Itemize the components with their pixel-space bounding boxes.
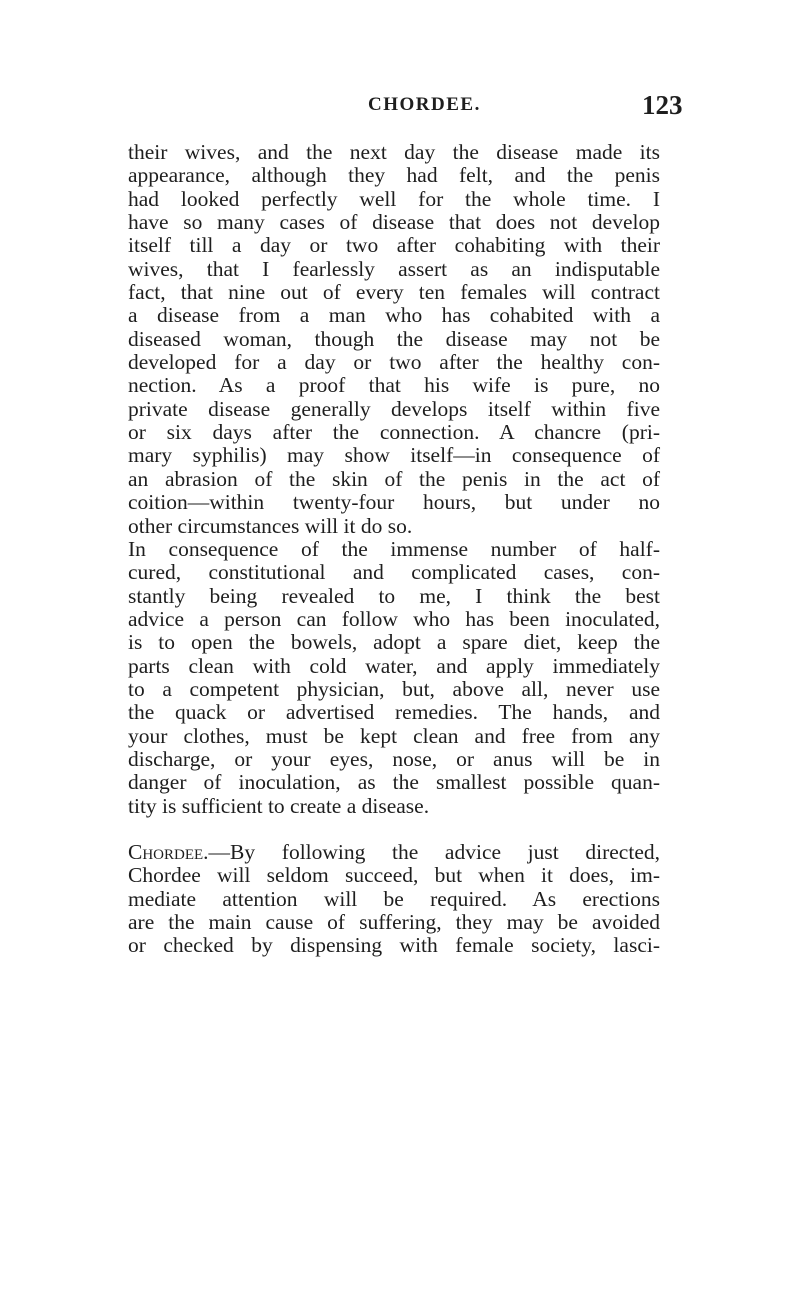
text-line: or six days after the connection. A chancre (pri- [128, 420, 660, 445]
text-line: have so many cases of disease that does not develop [128, 210, 660, 235]
text-line: to a competent physician, but, above all, never use [128, 676, 660, 701]
text-line [128, 841, 660, 864]
text-line: private disease generally develops itself within five [128, 396, 660, 421]
page-number: 123 [642, 90, 683, 120]
text-line: advice a person can follow who has been inoculated, [128, 606, 660, 631]
text-line: the quack or advertised remedies. The hands, and [128, 700, 660, 725]
text-line: cured, constitutional and complicated cases, con- [128, 560, 660, 585]
text-line: or checked by dispensing with female society, lasci- [128, 933, 660, 958]
text-line: their wives, and the next day the disease made its [128, 140, 660, 164]
text-line: coition—within twenty-four hours, but under no [128, 490, 660, 515]
paragraph-advice [128, 538, 660, 818]
text-line: your clothes, must be kept clean and free from any [128, 723, 660, 748]
text-line: parts clean with cold water, and apply immediately [128, 653, 660, 678]
text-line: developed for a day or two after the healthy con- [128, 350, 660, 375]
section-lead-in: Chordee. [128, 839, 209, 864]
text-line: tity is sufficient to create a disease. [128, 793, 430, 818]
text-line: wives, that I fearlessly assert as an indisputable [128, 256, 660, 281]
text-line: mediate attention will be required. As erections [128, 886, 660, 911]
text-line: Chordee will seldom succeed, but when it does, im- [128, 863, 660, 888]
text-line: an abrasion of the skin of the penis in the act of [128, 466, 660, 491]
running-title: CHORDEE. [368, 94, 481, 115]
text-line: discharge, or your eyes, nose, or anus will be in [128, 746, 660, 771]
text-line: is to open the bowels, adopt a spare diet, keep the [128, 630, 660, 655]
text-line: In consequence of the immense number of half- [128, 536, 660, 561]
text-line: mary syphilis) may show itself—in consequence of [128, 443, 660, 468]
text-line: diseased woman, though the disease may not be [128, 326, 660, 351]
text-line: appearance, although they had felt, and the penis [128, 163, 660, 188]
body-text [128, 141, 660, 958]
text-line: a disease from a man who has cohabited with a [128, 303, 660, 328]
text-line: other circumstances will it do so. [128, 513, 413, 538]
text-line: nection. As a proof that his wife is pure, no [128, 373, 660, 398]
paragraph-chordee [128, 841, 660, 958]
section-gap [128, 818, 660, 841]
paragraph-continued [128, 141, 660, 538]
text-run: —By following the advice just directed, [208, 839, 660, 864]
running-head [0, 90, 800, 130]
text-line: danger of inoculation, as the smallest possible quan- [128, 770, 660, 795]
text-line: itself till a day or two after cohabiting with their [128, 233, 660, 258]
text-line: fact, that nine out of every ten females will contract [128, 280, 660, 305]
text-line: are the main cause of suffering, they may be avoided [128, 910, 660, 934]
text-line: had looked perfectly well for the whole time. I [128, 186, 660, 211]
text-line: stantly being revealed to me, I think the best [128, 583, 660, 608]
